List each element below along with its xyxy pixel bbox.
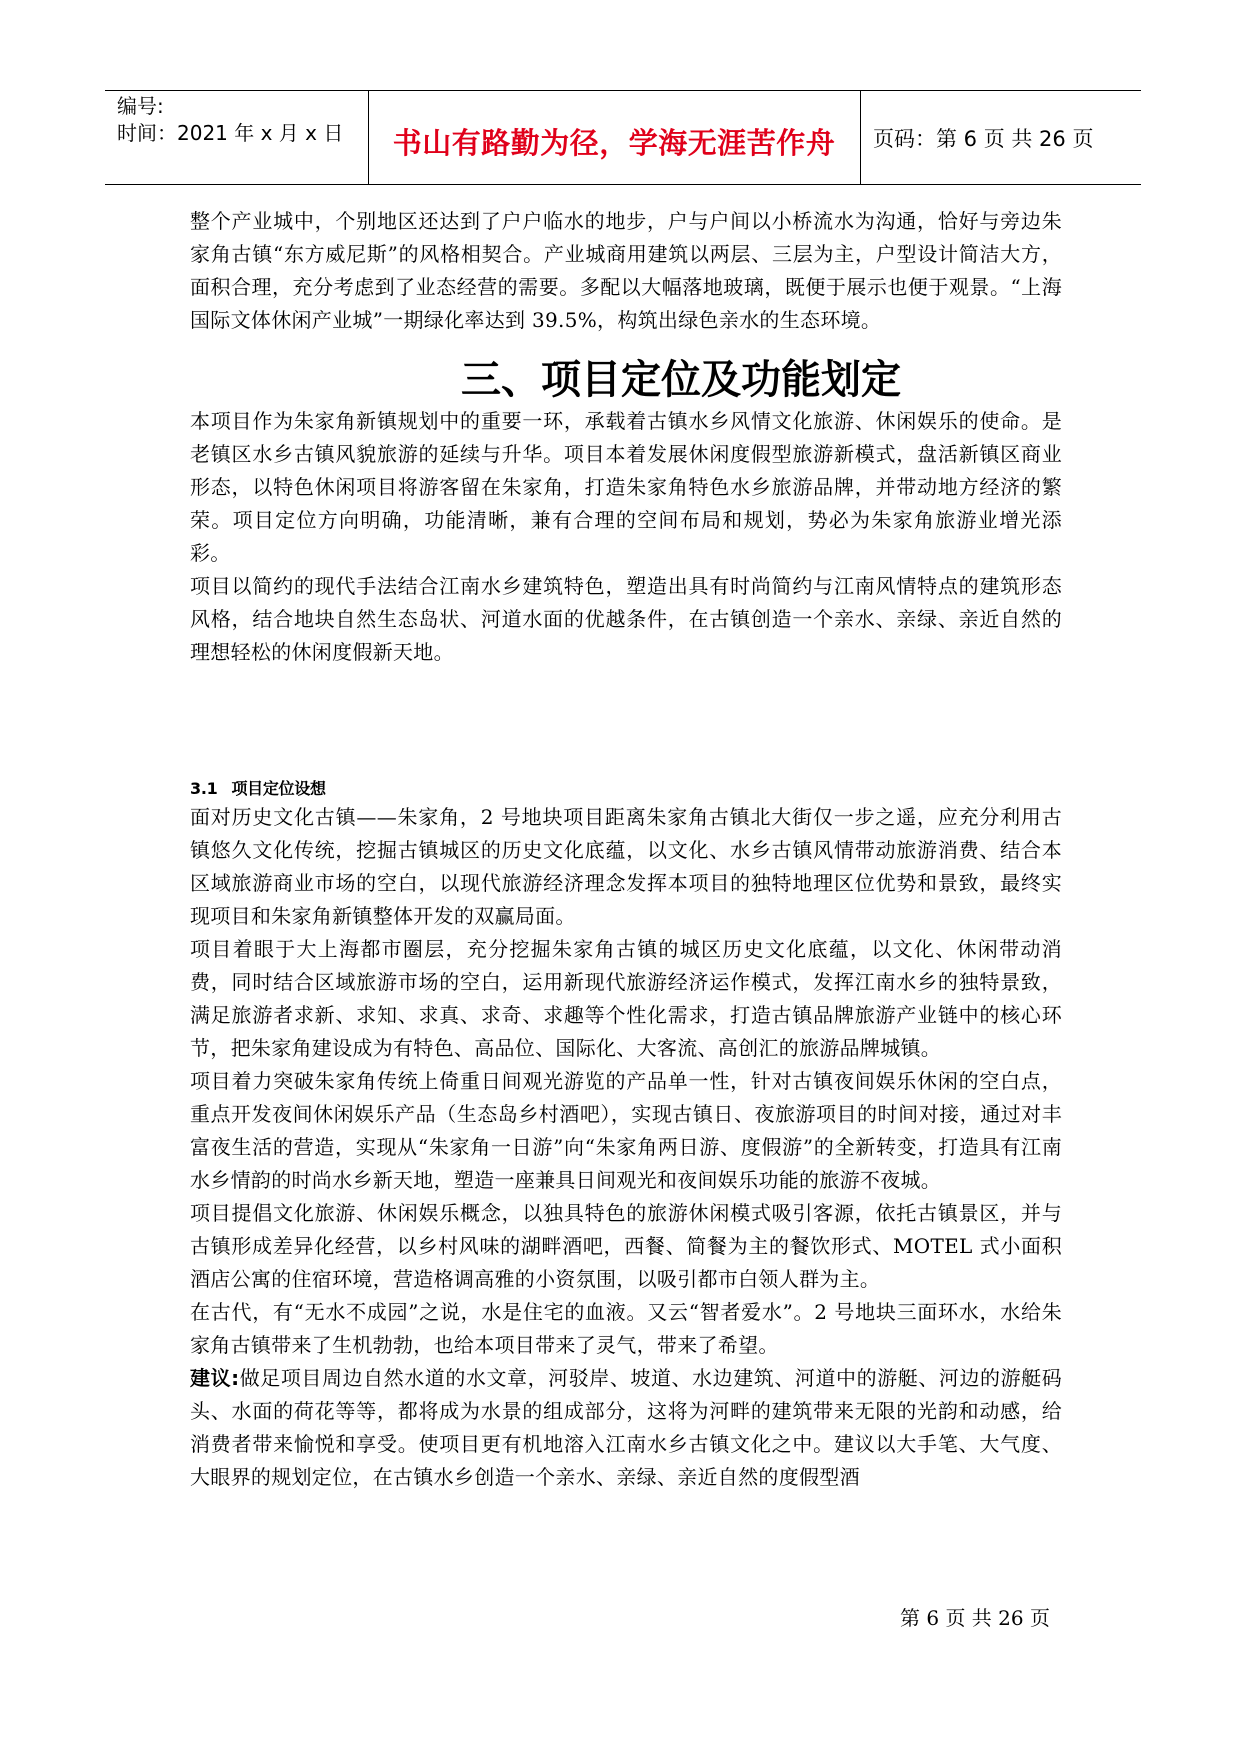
suggestion-label: 建议: (190, 1366, 240, 1390)
subsection-paragraph: 项目提倡文化旅游、休闲娱乐概念，以独具特色的旅游休闲模式吸引客源，依托古镇景区，并与古镇形成差异化经营，以乡村风味的湖畔酒吧，西餐、简餐为主的餐饮形式、MOTEL 式小面积酒店公寓的住宿环境，营造格调高雅的小资氛围，以吸引都市白领人群为主。 (190, 1201, 1062, 1291)
document-number-label: 编号: (117, 94, 164, 118)
subsection-title: 项目定位设想 (231, 779, 326, 798)
header-motto: 书山有路勤为径，学海无涯苦作舟 (392, 126, 836, 160)
subsection-heading (190, 777, 1062, 801)
intro-paragraph: 整个产业城中，个别地区还达到了户户临水的地步，户与户间以小桥流水为沟通，恰好与旁边朱家角古镇“东方威尼斯”的风格相契合。产业城商用建筑以两层、三层为主，户型设计简洁大方，面积合理，充分考虑到了业态经营的需要。多配以大幅落地玻璃，既便于展示也便于观景。“上海国际文体休闲产业城”一期绿化率达到 39.5%，构筑出绿色亲水的生态环境。 (190, 209, 1062, 332)
subsection-paragraph: 项目着力突破朱家角传统上倚重日间观光游览的产品单一性，针对古镇夜间娱乐休闲的空白点，重点开发夜间休闲娱乐产品（生态岛乡村酒吧），实现古镇日、夜旅游项目的时间对接，通过对丰富夜生活的营造，实现从“朱家角一日游”向“朱家角两日游、度假游”的全新转变，打造具有江南水乡情韵的时尚水乡新天地，塑造一座兼具日间观光和夜间娱乐功能的旅游不夜城。 (190, 1069, 1062, 1192)
header-meta (117, 93, 343, 147)
document-time-label: 时间：2021 年 x 月 x 日 (117, 121, 344, 145)
header-divider (860, 91, 861, 184)
subsection-paragraph: 在古代，有“无水不成园”之说，水是住宅的血液。又云“智者爱水”。2 号地块三面环水，水给朱家角古镇带来了生机勃勃，也给本项目带来了灵气，带来了希望。 (190, 1300, 1062, 1357)
suggestion-text: 做足项目周边自然水道的水文章，河驳岸、坡道、水边建筑、河道中的游艇、河边的游艇码头、水面的荷花等等，都将成为水景的组成部分，这将为河畔的建筑带来无限的光韵和动感，给消费者带来愉悦和享受。使项目更有机地溶入江南水乡古镇文化之中。建议以大手笔、大气度、大眼界的规划定位，在古镇水乡创造一个亲水、亲绿、亲近自然的度假型酒 (190, 1366, 1063, 1489)
section-paragraph: 本项目作为朱家角新镇规划中的重要一环，承载着古镇水乡风情文化旅游、休闲娱乐的使命。是老镇区水乡古镇风貌旅游的延续与升华。项目本着发展休闲度假型旅游新模式，盘活新镇区商业形态，以特色休闲项目将游客留在朱家角，打造朱家角特色水乡旅游品牌，并带动地方经济的繁荣。项目定位方向明确，功能清晰，兼有合理的空间布局和规划，势必为朱家角旅游业增光添彩。 (190, 409, 1062, 565)
subsection-number: 3.1 (190, 779, 218, 798)
suggestion-paragraph (190, 1362, 1062, 1494)
document-body (190, 205, 1062, 1494)
page-header (105, 90, 1141, 185)
subsection-paragraph: 项目着眼于大上海都市圈层，充分挖掘朱家角古镇的城区历史文化底蕴，以文化、休闲带动消费，同时结合区域旅游市场的空白，运用新现代旅游经济运作模式，发挥江南水乡的独特景致，满足旅游者求新、求知、求真、求奇、求趣等个性化需求，打造古镇品牌旅游产业链中的核心环节，把朱家角建设成为有特色、高品位、国际化、大客流、高创汇的旅游品牌城镇。 (190, 937, 1062, 1060)
page-footer: 第 6 页 共 26 页 (900, 1606, 1050, 1630)
section-paragraph: 项目以简约的现代手法结合江南水乡建筑特色，塑造出具有时尚简约与江南风情特点的建筑形态风格，结合地块自然生态岛状、河道水面的优越条件，在古镇创造一个亲水、亲绿、亲近自然的理想轻松的休闲度假新天地。 (190, 574, 1062, 664)
subsection-paragraph: 面对历史文化古镇——朱家角，2 号地块项目距离朱家角古镇北大街仅一步之遥，应充分利用古镇悠久文化传统，挖掘古镇城区的历史文化底蕴，以文化、水乡古镇风情带动旅游消费、结合本区域旅游商业市场的空白，以现代旅游经济理念发挥本项目的独特地理区位优势和景致，最终实现项目和朱家角新镇整体开发的双赢局面。 (190, 805, 1062, 928)
header-page-number: 页码：第 6 页 共 26 页 (873, 127, 1094, 151)
section-title: 三、项目定位及功能划定 (461, 357, 901, 403)
